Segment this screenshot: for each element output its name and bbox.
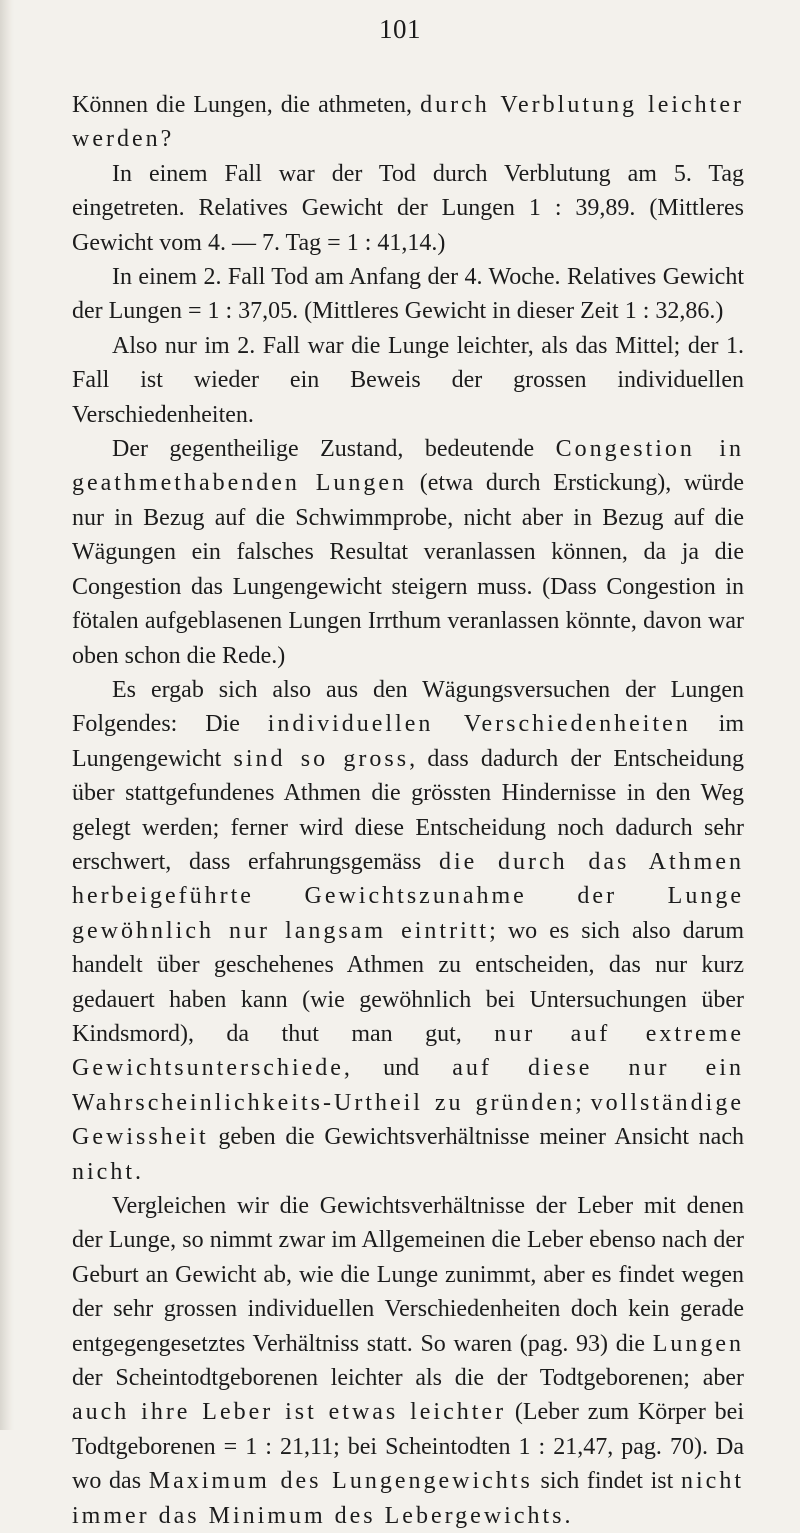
spaced-emphasis-text: individuellen Verschiedenheiten — [267, 711, 691, 738]
paragraph — [72, 673, 744, 1189]
spaced-emphasis-text: nur auf extreme Gewichtsunterschiede — [72, 1020, 745, 1082]
spaced-emphasis-text: auch ihre Leber ist etwas leichter — [72, 1399, 507, 1426]
spaced-emphasis-text: Lungen — [652, 1330, 744, 1357]
text-run: geben die Gewichtsverhältnisse meiner Ansicht nach — [208, 1124, 744, 1151]
text-run: (Leber zum Körper bei Todtgeborenen = 1 : 21,11; bei Scheintodten 1 : 21,47, pag. 70). Da wo das — [72, 1399, 744, 1495]
paragraph — [72, 157, 744, 260]
spaced-emphasis-text: durch Verblutung leichter werden? — [72, 92, 744, 153]
paragraph — [72, 260, 744, 329]
text-run: . — [135, 1158, 141, 1185]
spaced-emphasis-text: nicht immer das Minimum des Lebergewichts — [72, 1468, 744, 1529]
spaced-emphasis-text: sind so gross — [233, 745, 410, 772]
spaced-emphasis-text: Congestion in geathmethabenden Lungen — [72, 436, 744, 497]
text-run: Der gegentheilige Zustand, bedeutende — [112, 436, 556, 463]
paragraph — [72, 329, 744, 432]
text-run: der Scheintodtgeborenen leichter als die der Todtgeborenen; aber — [72, 1365, 744, 1392]
text-run: In einem 2. Fall Tod am Anfang der 4. Woche. Relatives Gewicht der Lungen = 1 : 37,05. (Mittleres Gewicht in dieser Zeit 1 : 32,86.) — [72, 264, 744, 325]
text-run: , und — [343, 1055, 453, 1082]
text-run: Es ergab sich also aus den Wägungsversuchen der Lungen Folgendes: Die — [72, 676, 744, 738]
body-text — [72, 88, 744, 1533]
spaced-emphasis-text: nicht — [72, 1158, 135, 1185]
text-run: . — [564, 1502, 571, 1529]
text-run: ; wo es sich also darum handelt über geschehenes Athmen zu entscheiden, das nur kurz gedauert haben kann (wie gewöhnlich bei Untersuchungen über Kindsmord), da thut man gut, — [72, 917, 744, 1047]
text-run: ; — [575, 1089, 591, 1116]
page-edge-shadow — [0, 0, 14, 1430]
page-number: 101 — [379, 14, 421, 44]
text-run: sich findet ist — [532, 1468, 681, 1495]
text-run: Also nur im 2. Fall war die Lunge leichter, als das Mittel; der 1. Fall ist wieder ein Beweis der grossen individuellen Verschiedenheiten. — [72, 332, 744, 428]
text-run: In einem Fall war der Tod durch Verblutung am 5. Tag eingetreten. Relatives Gewicht der Lungen 1 : 39,89. (Mittleres Gewicht vom 4. — 7. Tag = 1 : 41,14.) — [72, 160, 744, 256]
text-run: , dass dadurch der Entscheidung über stattgefundenes Athmen die grössten Hindernisse in den Weg gelegt werden; ferner wird diese Entscheidung noch dadurch sehr erschwert, dass erfahrungsgemäss — [72, 745, 744, 875]
spaced-emphasis-text: vollständige Gewissheit — [72, 1089, 744, 1151]
paragraph — [72, 432, 744, 673]
paragraph — [72, 1189, 744, 1533]
text-run: (etwa durch Erstickung), würde nur in Bezug auf die Schwimmprobe, nicht aber in Bezug auf die Wägungen ein falsches Resultat veranlassen können, da ja die Congestion das Lungengewicht steigern muss. (Dass Congestion in fötalen aufgeblasenen Lungen Irrthum veranlassen könnte, davon war oben schon die Rede.) — [72, 470, 745, 669]
text-run: im Lungengewicht — [72, 711, 744, 772]
spaced-emphasis-text: Maximum des Lungengewichts — [148, 1468, 533, 1495]
text-run: Vergleichen wir die Gewichtsverhältnisse der Leber mit denen der Lunge, so nimmt zwar im Allgemeinen die Leber ebenso nach der Geburt an Gewicht ab, wie die Lunge zunimmt, aber es findet wegen der sehr grossen individuellen Verschiedenheiten doch kein gerade entgegengesetztes Verhältniss statt. So waren (pag. 93) die — [72, 1193, 744, 1357]
text-run: Können die Lungen, die athmeten, — [72, 92, 421, 118]
section-heading-paragraph — [72, 88, 744, 157]
spaced-emphasis-text: auf diese nur ein Wahrscheinlichkeits-Urtheil zu gründen — [72, 1055, 744, 1116]
spaced-emphasis-text: die durch das Athmen herbeigeführte Gewichtszunahme der Lunge gewöhnlich nur langsam eintritt — [72, 848, 744, 944]
